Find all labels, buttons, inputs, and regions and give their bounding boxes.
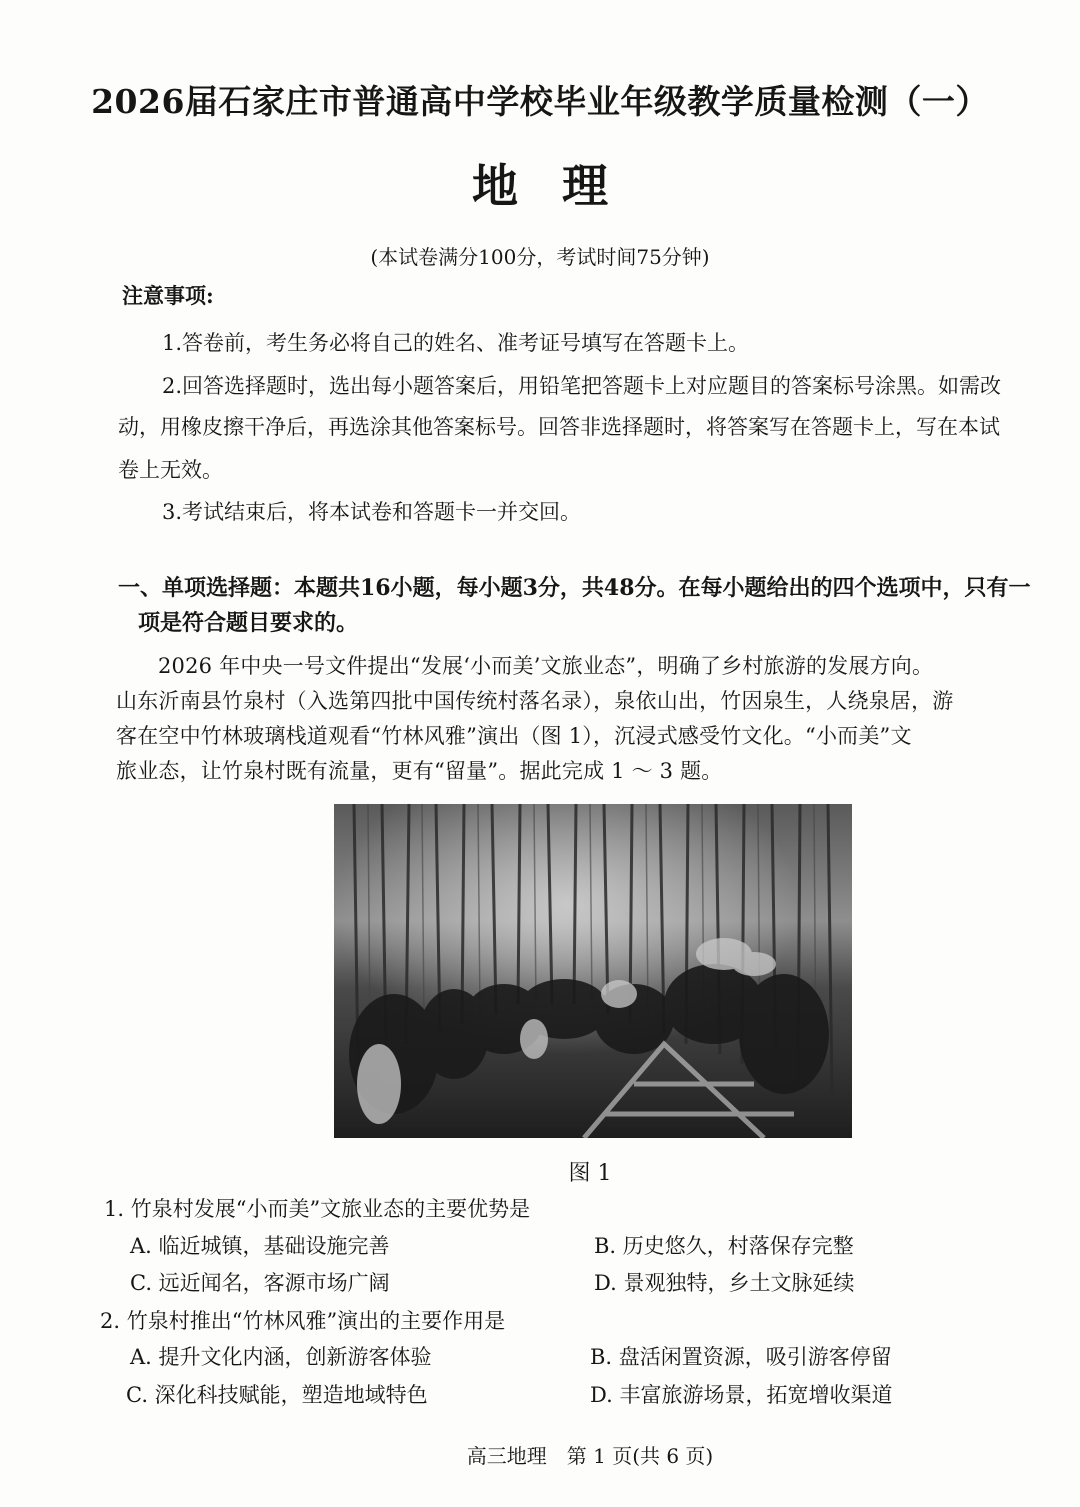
- section-heading: 一、单项选择题：本题共16小题，每小题3分，共48分。在每小题给出的四个选项中，只有一: [118, 575, 1031, 601]
- notice-heading: 注意事项:: [122, 283, 214, 308]
- question-option: D. 景观独特，乡土文脉延续: [594, 1271, 855, 1295]
- page-footer: 高三地理 第 1 页(共 6 页): [466, 1444, 714, 1468]
- notice-line: 3.考试结束后，将本试卷和答题卡一并交回。: [162, 500, 582, 524]
- notice-line: 1.答卷前，考生务必将自己的姓名、准考证号填写在答题卡上。: [162, 331, 750, 355]
- exam-meta: (本试卷满分100分，考试时间75分钟): [370, 245, 710, 269]
- subject-title: 地理: [472, 159, 652, 213]
- figure-1-photo: [334, 804, 852, 1138]
- section-heading: 项是符合题目要求的。: [138, 610, 359, 636]
- figure-caption: 图 1: [568, 1161, 612, 1186]
- passage-line: 旅业态，让竹泉村既有流量，更有“留量”。据此完成 1 ～ 3 题。: [116, 759, 723, 783]
- notice-line: 卷上无效。: [118, 458, 223, 482]
- exam-title: 2026届石家庄市普通高中学校毕业年级教学质量检测（一）: [91, 82, 989, 121]
- question-stem: 2. 竹泉村推出“竹林风雅”演出的主要作用是: [100, 1309, 506, 1333]
- passage-line: 2026 年中央一号文件提出“发展‘小而美’文旅业态”，明确了乡村旅游的发展方向。: [158, 654, 934, 678]
- question-option: C. 深化科技赋能，塑造地域特色: [126, 1383, 428, 1407]
- passage-line: 山东沂南县竹泉村（入选第四批中国传统村落名录），泉依山出，竹因泉生，人绕泉居，游: [116, 689, 954, 713]
- passage-line: 客在空中竹林玻璃栈道观看“竹林风雅”演出（图 1），沉浸式感受竹文化。“小而美”文: [116, 724, 912, 748]
- question-option: D. 丰富旅游场景，拓宽增收渠道: [590, 1383, 893, 1407]
- notice-line: 2.回答选择题时，选出每小题答案后，用铅笔把答题卡上对应题目的答案标号涂黑。如需改: [162, 374, 1002, 398]
- question-option: A. 临近城镇，基础设施完善: [130, 1234, 390, 1258]
- question-option: B. 盘活闲置资源，吸引游客停留: [590, 1345, 892, 1369]
- question-stem: 1. 竹泉村发展“小而美”文旅业态的主要优势是: [104, 1197, 531, 1221]
- question-option: A. 提升文化内涵，创新游客体验: [130, 1345, 432, 1369]
- question-option: B. 历史悠久，村落保存完整: [594, 1234, 854, 1258]
- question-option: C. 远近闻名，客源市场广阔: [130, 1271, 390, 1295]
- notice-line: 动，用橡皮擦干净后，再选涂其他答案标号。回答非选择题时，将答案写在答题卡上，写在本试: [118, 415, 1000, 439]
